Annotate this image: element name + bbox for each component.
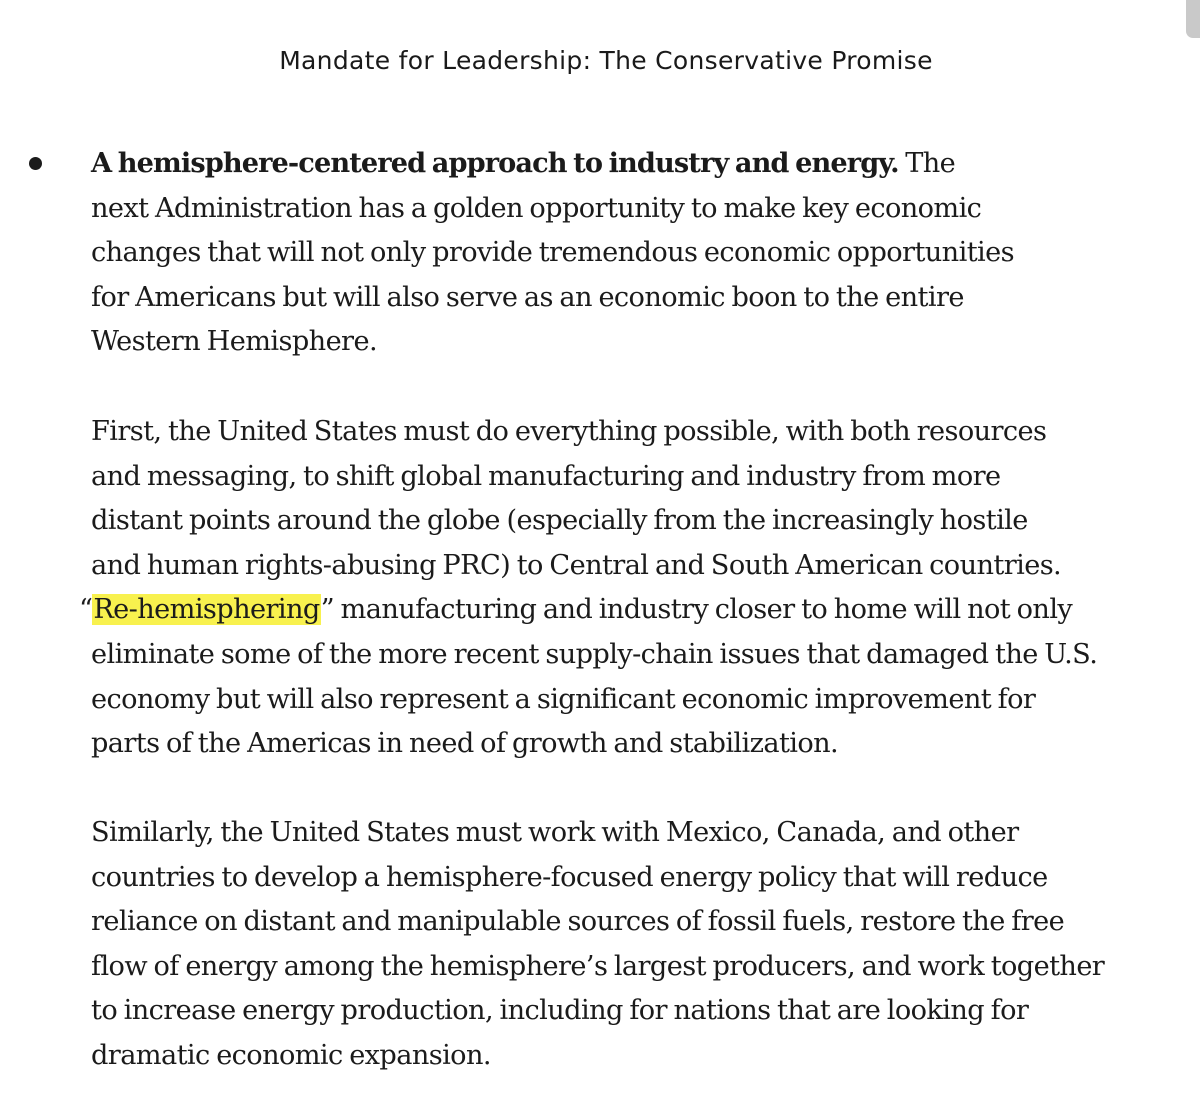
- text-line: parts of the Americas in need of growth and stabilization.: [91, 728, 839, 760]
- scrollbar-thumb[interactable]: [1186, 0, 1200, 38]
- text-line: to increase energy production, including for nations that are looking for: [91, 995, 1029, 1027]
- bullet-item: [91, 141, 1186, 365]
- bullet-lead-rest: The: [898, 148, 956, 179]
- text-line: reliance on distant and manipulable sources of fossil fuels, restore the free: [91, 906, 1065, 938]
- text-line: Western Hemisphere.: [91, 326, 377, 358]
- paragraph-energy-policy: [91, 811, 1186, 1079]
- text-line: changes that will not only provide tremendous economic opportunities: [91, 237, 1014, 269]
- text-line: Similarly, the United States must work with Mexico, Canada, and other: [91, 817, 1019, 848]
- text-line: for Americans but will also serve as an economic boon to the entire: [91, 281, 964, 313]
- text-line: dramatic economic expansion.: [91, 1039, 491, 1071]
- highlighted-line: [79, 588, 1186, 633]
- bullet-icon: [29, 157, 42, 170]
- highlighted-line-rest: ” manufacturing and industry closer to home will not only: [320, 594, 1073, 626]
- text-line: countries to develop a hemisphere-focused energy policy that will reduce: [91, 861, 1048, 893]
- text-line: economy but will also represent a significant economic improvement for: [91, 683, 1036, 715]
- highlighted-term: Re-hemisphering: [93, 594, 320, 626]
- open-quote: “: [79, 594, 93, 626]
- bullet-first-line: [91, 141, 1186, 187]
- text-line: flow of energy among the hemisphere’s largest producers, and work together: [91, 950, 1105, 982]
- text-line: distant points around the globe (especially from the increasingly hostile: [91, 505, 1028, 537]
- text-line: First, the United States must do everything possible, with both resources: [91, 416, 1047, 447]
- paragraph-reshoring: [79, 410, 1186, 767]
- bullet-lead-bold: A hemisphere-centered approach to industry and energy.: [91, 147, 899, 179]
- text-line: next Administration has a golden opportunity to make key economic: [91, 192, 982, 224]
- text-line: and messaging, to shift global manufacturing and industry from more: [91, 460, 1001, 492]
- running-header: Mandate for Leadership: The Conservative Promise: [279, 46, 933, 75]
- text-line: eliminate some of the more recent supply-chain issues that damaged the U.S.: [91, 638, 1098, 670]
- text-line: and human rights-abusing PRC) to Central and South American countries.: [91, 549, 1062, 581]
